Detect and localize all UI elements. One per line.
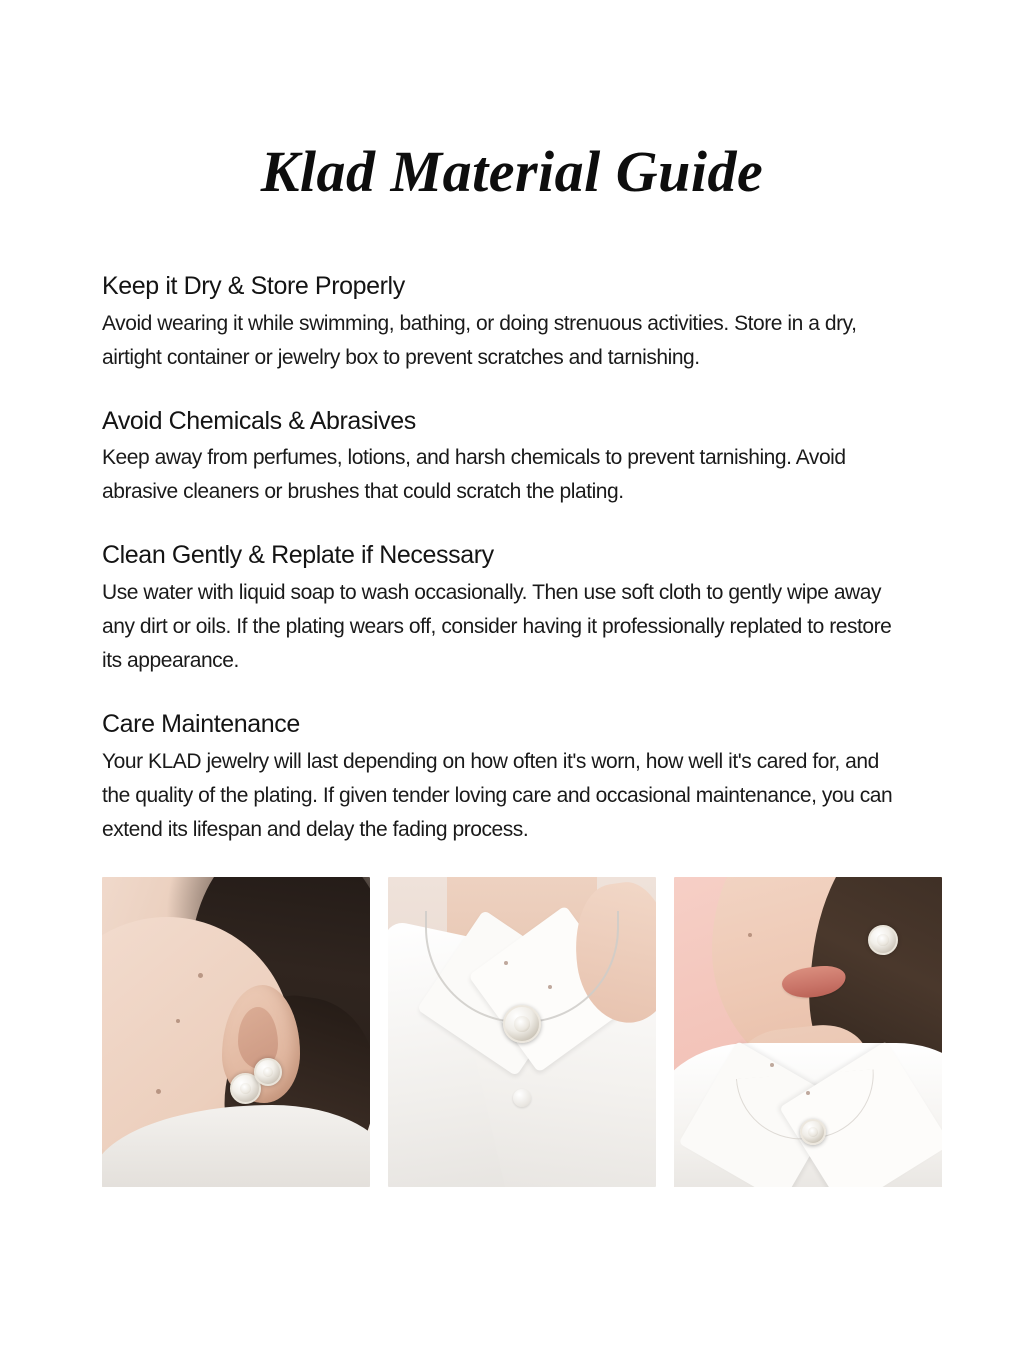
section-body: Your KLAD jewelry will last depending on how often it's worn, how well it's cared for, and the quality of the plating. If given tender loving care and occasional maintenance, you can extend its lifespan and delay the fading process. (102, 749, 893, 841)
stud-earring-icon (254, 1058, 282, 1086)
guide-section (102, 539, 924, 678)
skin-mark (806, 1091, 810, 1095)
guide-section (102, 708, 924, 847)
photo-gallery (0, 877, 1024, 1187)
model-wearing-stud-earrings-photo (102, 877, 370, 1187)
skin-mark (176, 1019, 180, 1023)
section-heading: Keep it Dry & Store Properly (102, 271, 405, 300)
skin-mark (156, 1089, 161, 1094)
stud-earring-icon (868, 925, 898, 955)
section-heading: Avoid Chemicals & Abrasives (102, 406, 416, 435)
model-portrait-pink-background-photo (674, 877, 942, 1187)
section-body: Keep away from perfumes, lotions, and harsh chemicals to prevent tarnishing. Avoid abrasive cleaners or brushes that could scratch the plating. (102, 446, 846, 504)
skin-mark (198, 973, 203, 978)
section-body: Avoid wearing it while swimming, bathing, or doing strenuous activities. Store in a dry, airtight container or jewelry box to prevent scratches and tarnishing. (102, 311, 857, 369)
skin-mark (770, 1063, 774, 1067)
guide-section (102, 405, 924, 510)
shirt-button-icon (513, 1089, 531, 1107)
guide-sections (0, 270, 1024, 847)
section-body: Use water with liquid soap to wash occasionally. Then use soft cloth to gently wipe away any dirt or oils. If the plating wears off, consider having it professionally replated to restore its appearance. (102, 581, 892, 673)
guide-section (102, 270, 924, 375)
section-heading: Care Maintenance (102, 710, 300, 739)
section-heading: Clean Gently & Replate if Necessary (102, 541, 494, 570)
pendant-icon (503, 1005, 541, 1043)
model-wearing-pendant-necklace-photo (388, 877, 656, 1187)
page-title: Klad Material Guide (260, 139, 764, 204)
skin-mark (548, 985, 552, 989)
skin-mark (504, 961, 508, 965)
pendant-icon (800, 1119, 826, 1145)
skin-mark (748, 933, 752, 937)
